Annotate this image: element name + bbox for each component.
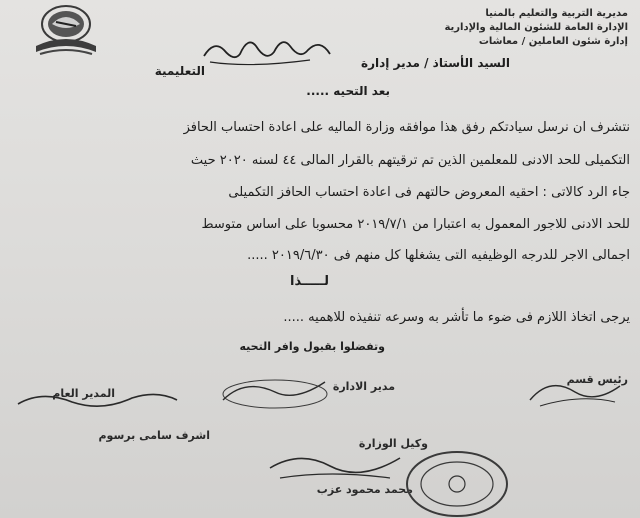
admin-director-signature bbox=[215, 372, 335, 410]
body-line-3: جاء الرد كالاتى : احقيه المعروض حالتهم فى اعادة احتساب الحافز التكميلى bbox=[228, 185, 630, 200]
body-line-5: اجمالى الاجر للدرجه الوظيفيه التى يشغلها كل منهم فى ٢٠١٩/٦/٣٠ ..... bbox=[247, 248, 630, 263]
header-directorate: مديرية التربية والتعليم بالمنيا bbox=[485, 8, 628, 19]
body-line-4: للحد الادنى للاجور المعمول به اعتبارا من ٢٠١٩/٧/١ محسوبا على اساس متوسط bbox=[201, 217, 630, 232]
general-director-signature bbox=[12, 386, 182, 416]
lazem-label: لـــــذا bbox=[290, 274, 330, 289]
header-department: إدارة شئون العاملين / معاشات bbox=[478, 36, 628, 47]
deputy-name: محمد محمود عزب bbox=[316, 483, 413, 496]
closing-line: وتفضلوا بقبول وافر التحيه bbox=[239, 340, 385, 353]
section-head-signature bbox=[520, 370, 630, 410]
general-director-name: اشرف سامى برسوم bbox=[98, 429, 210, 442]
handwritten-note bbox=[190, 32, 340, 72]
admin-director-title: مدير الادارة bbox=[332, 380, 395, 393]
deputy-title: وكيل الوزارة bbox=[358, 437, 428, 450]
salutation-suffix: التعليمية bbox=[154, 64, 205, 78]
salutation-to: السيد الأستاذ / مدير إدارة bbox=[361, 56, 510, 70]
greeting: بعد التحيه ..... bbox=[306, 84, 390, 98]
body-line-2: التكميلى للحد الادنى للمعلمين الذين تم ترقيتهم بالقرار المالى ٤٤ لسنه ٢٠٢٠ حيث bbox=[190, 153, 630, 168]
request-line: يرجى اتخاذ اللازم فى ضوء ما تأشر به وسرعه تنفيذه للاهميه ..... bbox=[283, 310, 630, 325]
header-general-admin: الإدارة العامة للشئون المالية والإدارية bbox=[444, 22, 628, 33]
general-director-title: المدير العام bbox=[52, 387, 115, 400]
deputy-signature bbox=[260, 448, 410, 488]
official-stamp bbox=[402, 438, 512, 518]
body-line-1: نتشرف ان نرسل سيادتكم رفق هذا موافقه وزارة الماليه على اعادة احتساب الحافز bbox=[183, 120, 630, 135]
ministry-logo bbox=[26, 2, 106, 62]
section-head-title: رئيس قسم bbox=[566, 373, 628, 386]
